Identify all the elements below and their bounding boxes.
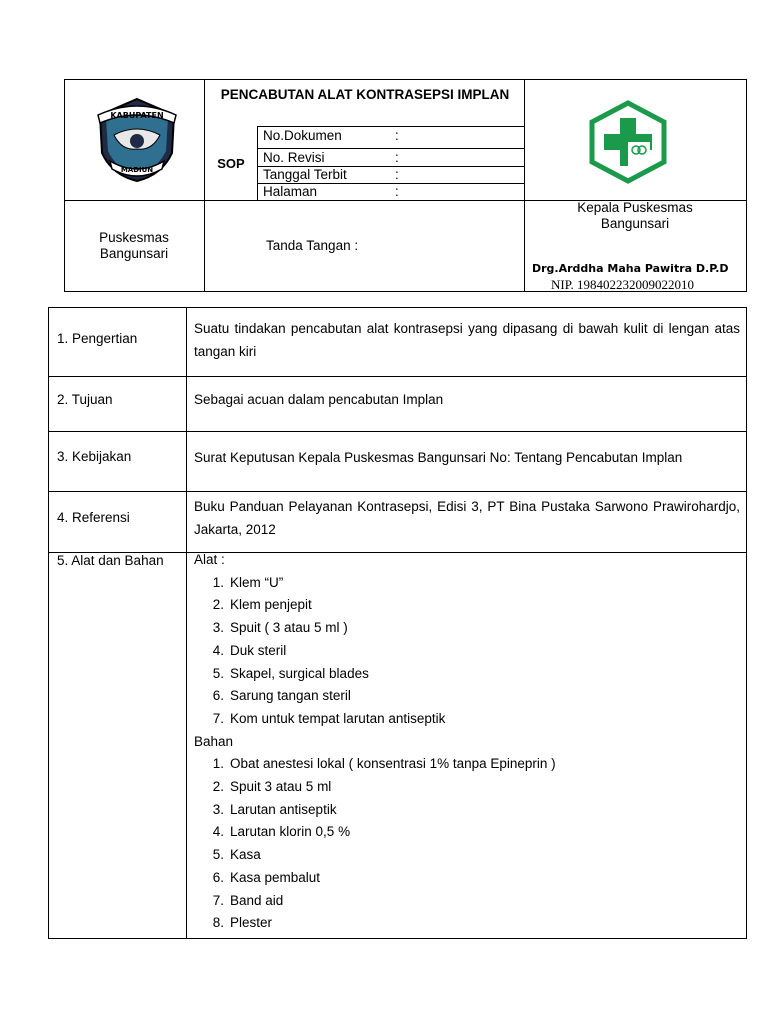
pengertian-label: 1. Pengertian	[57, 331, 138, 346]
row-divider	[48, 491, 747, 492]
list-item	[194, 867, 556, 890]
list-item-text: Sarung tangan steril	[230, 688, 351, 704]
list-item	[194, 776, 556, 799]
list-item	[194, 799, 556, 822]
list-item	[194, 663, 556, 686]
list-item-number: 4.	[212, 824, 224, 840]
list-item-number: 3.	[212, 801, 224, 817]
list-item-text: Klem penjepit	[230, 597, 312, 613]
header-divider	[257, 148, 524, 149]
tujuan-label: 2. Tujuan	[57, 392, 113, 407]
list-item-text: Duk steril	[230, 642, 287, 658]
list-item	[194, 572, 556, 595]
list-item-text: Spuit 3 atau 5 ml	[230, 779, 332, 795]
list-item-text: Kasa	[230, 847, 261, 863]
list-item-number: 2.	[212, 597, 224, 613]
list-item	[194, 821, 556, 844]
doc-number-label: No.Dokumen	[263, 128, 342, 143]
doc-number-value: :	[395, 128, 399, 143]
list-item	[194, 844, 556, 867]
header-divider	[257, 126, 524, 127]
page-value: :	[395, 184, 399, 199]
head-name: Drg.Arddha Maha Pawitra D.P.D	[532, 262, 729, 275]
list-item-number: 5.	[212, 847, 224, 863]
list-item-text: Kom untuk tempat larutan antiseptik	[230, 710, 446, 726]
page-label: Halaman	[263, 184, 318, 199]
list-item	[194, 890, 556, 913]
kabupaten-madiun-logo	[92, 95, 182, 183]
list-item-number: 6.	[212, 869, 224, 885]
alat-heading: Alat :	[194, 552, 225, 567]
list-item-text: Skapel, surgical blades	[230, 665, 369, 681]
logo-text-top: KABUPATEN	[110, 111, 164, 120]
list-item-text: Larutan antiseptik	[230, 801, 337, 817]
list-item	[194, 640, 556, 663]
list-item-number: 1.	[212, 756, 224, 772]
unit-name: Puskesmas Bangunsari	[99, 230, 169, 261]
bahan-list	[194, 753, 556, 935]
alat-bahan-label: 5. Alat dan Bahan	[57, 553, 164, 568]
header-divider	[204, 79, 205, 292]
list-item	[194, 594, 556, 617]
list-item-number: 4.	[212, 642, 224, 658]
revision-value: :	[395, 150, 399, 165]
content-divider	[186, 307, 187, 939]
list-item-text: Plester	[230, 915, 273, 931]
head-nip: NIP. 198402232009022010	[551, 277, 695, 292]
kebijakan-text: Surat Keputusan Kepala Puskesmas Bangunsari No: Tentang Pencabutan Implan	[194, 450, 683, 465]
header-divider	[524, 79, 525, 292]
list-item-text: Kasa pembalut	[230, 869, 321, 885]
list-item	[194, 708, 556, 731]
list-item-number: 2.	[212, 779, 224, 795]
sop-label: SOP	[217, 156, 245, 171]
list-item-number: 7.	[212, 710, 224, 726]
list-item-number: 5.	[212, 665, 224, 681]
tujuan-text: Sebagai acuan dalam pencabutan Implan	[194, 392, 444, 407]
issue-date-label: Tanggal Terbit	[263, 167, 347, 182]
bahan-heading: Bahan	[194, 733, 234, 749]
document-title: PENCABUTAN ALAT KONTRASEPSI IMPLAN	[220, 87, 510, 102]
list-item-text: Klem “U”	[230, 574, 284, 590]
pengertian-text: Suatu tindakan pencabutan alat kontrasepsi yang dipasang di bawah kulit di lengan atas tangan kiri	[194, 321, 740, 359]
puskesmas-logo	[586, 100, 670, 184]
list-item	[194, 617, 556, 640]
list-item	[194, 912, 556, 935]
list-item-text: Band aid	[230, 892, 284, 908]
head-title: Kepala Puskesmas Bangunsari	[577, 200, 693, 231]
list-item-text: Obat anestesi lokal ( konsentrasi 1% tanpa Epineprin )	[230, 756, 556, 772]
logo-text-bottom: MADIUN	[120, 166, 154, 174]
row-divider	[48, 376, 747, 377]
header-divider	[257, 126, 258, 200]
issue-date-value: :	[395, 167, 399, 182]
list-item-number: 1.	[212, 574, 224, 590]
list-item	[194, 753, 556, 776]
list-item-number: 7.	[212, 892, 224, 908]
signature-label: Tanda Tangan :	[266, 238, 359, 253]
kebijakan-label: 3. Kebijakan	[57, 449, 132, 464]
alat-list	[194, 572, 556, 731]
referensi-text: Buku Panduan Pelayanan Kontrasepsi, Edisi 3, PT Bina Pustaka Sarwono Prawirohardjo, Jakarta, 2012	[194, 499, 740, 537]
alat-bahan-content	[194, 549, 556, 935]
list-item-number: 6.	[212, 688, 224, 704]
list-item-number: 3.	[212, 620, 224, 636]
row-divider	[48, 431, 747, 432]
list-item-text: Larutan klorin 0,5 %	[230, 824, 351, 840]
list-item-text: Spuit ( 3 atau 5 ml )	[230, 620, 348, 636]
referensi-label: 4. Referensi	[57, 510, 130, 525]
list-item	[194, 685, 556, 708]
revision-label: No. Revisi	[263, 150, 325, 165]
list-item-number: 8.	[212, 915, 224, 931]
